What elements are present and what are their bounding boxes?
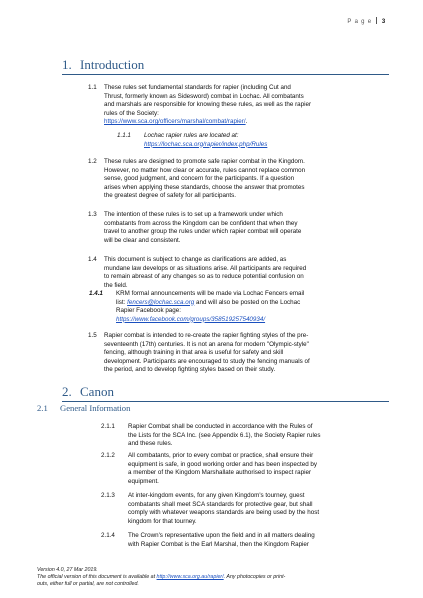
text-line: travel to another group the rules under which rapier combat will operate <box>104 228 302 235</box>
text-fragment: . Any photocopies or print- <box>223 574 286 580</box>
text-line: rules of the Society: <box>104 109 159 117</box>
paragraph-text <box>104 158 305 201</box>
text-line: kingdom for that tourney. <box>128 517 197 525</box>
facebook-group-link[interactable]: https://www.facebook.com/groups/358519257540934/ <box>116 315 266 323</box>
text-line: Rapier combat is intended to re-create the rapier fighting styles of the pre- <box>104 332 309 339</box>
text-line: development. Participants are encouraged to study the fencing manuals of <box>104 357 310 365</box>
text-line <box>116 299 304 308</box>
paragraph-number: 2.1.2 <box>101 452 115 459</box>
paragraph-text <box>116 290 304 324</box>
paragraph-text <box>128 532 315 549</box>
text-line: to remain abreast of any changes so as to reduce potential confusion on <box>104 273 304 280</box>
page-number-value: 3 <box>381 19 386 25</box>
lochac-rules-link[interactable]: https://lochac.sca.org/rapier/index.php/Rules <box>144 140 268 148</box>
text-line: All combatants, prior to every combat or practice, shall ensure their <box>128 452 314 459</box>
text-line: arises when applying these standards, choose the answer that promotes <box>104 183 305 191</box>
paragraph-text <box>104 332 310 375</box>
text-line: equipment is safe, in good working order and has been inspected by <box>128 460 318 468</box>
paragraph-text <box>128 452 317 486</box>
text-line: mundane law develops or as situations arise. All participants are required <box>104 264 307 272</box>
text-line: the field. <box>104 281 128 289</box>
paragraph-number: 1.1.1 <box>117 132 131 139</box>
text-fragment: The official version of this document is available at <box>37 574 157 580</box>
section-heading-rule <box>62 401 389 402</box>
section-title: Introduction <box>80 57 145 72</box>
text-line: comply with whatever weapons standards are being used by the host <box>128 509 320 516</box>
section-heading-introduction <box>62 57 144 73</box>
link-suffix: . <box>245 118 248 125</box>
paragraph-text <box>128 492 319 526</box>
page-label: P a g e <box>347 19 372 25</box>
page-number <box>347 17 386 25</box>
paragraph-number: 1.5 <box>88 332 97 339</box>
text-line: the greatest degree of safety for all participants. <box>104 192 237 199</box>
text-line: The Crown's representative upon the field and in all matters dealing <box>128 532 315 539</box>
text-line: the period, and to develop fighting styles based on their study. <box>104 366 276 373</box>
page-footer <box>37 567 285 588</box>
section-heading-rule <box>62 74 389 75</box>
paragraph-number: 1.4 <box>88 256 97 263</box>
subsection-heading-general-information <box>37 403 130 413</box>
paragraph-number: 1.1 <box>88 84 97 91</box>
paragraph-text <box>128 423 320 449</box>
text-line: combatants shall meet SCA standards for protective gear, but shall <box>128 500 313 508</box>
footer-line <box>37 574 285 581</box>
section-heading-canon <box>62 384 114 400</box>
paragraph-text <box>104 84 311 127</box>
text-fragment: and will also be posted on the Lochac <box>194 298 301 306</box>
text-line: Lochac rapier rules are located at: <box>144 132 239 139</box>
paragraph-number: 2.1.1 <box>101 423 115 430</box>
paragraph-number: 1.4.1 <box>89 290 103 297</box>
text-line: combatants from across the Kingdom can be confident that when they <box>104 219 298 227</box>
text-line: the Lists for the SCA Inc. (see Appendix 6.1), the Society Rapier rules <box>128 431 321 439</box>
text-line: Thrust, formerly known as Sidesword) combat in Lochac. All combatants <box>104 92 304 100</box>
subsection-number: 2.1 <box>37 403 48 413</box>
fencers-email-link[interactable]: fencers@lochac.sca.org <box>127 298 195 306</box>
text-line: This document is subject to change as clarifications are added, as <box>104 256 287 263</box>
paragraph-number: 2.1.3 <box>101 492 115 499</box>
text-line: These rules are designed to promote safe rapier combat in the Kingdom. <box>104 158 305 165</box>
text-line <box>104 118 311 127</box>
section-title: Canon <box>80 384 114 399</box>
text-line: a member of the Kingdom Marshallate authorised to inspect rapier <box>128 469 312 476</box>
text-line: KRM formal announcements will be made via Lochac Fencers email <box>116 290 305 297</box>
text-line: At inter-kingdom events, for any given Kingdom's tourney, guest <box>128 492 305 499</box>
page-number-divider <box>376 17 377 24</box>
text-line: with Rapier Combat is the Earl Marshal, then the Kingdom Rapier <box>128 540 309 548</box>
text-line: will be clear and consistent. <box>104 236 181 244</box>
text-line: fencing, although training in that area is useful for safety and skill <box>104 349 284 356</box>
paragraph-number: 1.2 <box>88 158 97 165</box>
paragraph-number: 2.1.4 <box>101 532 115 539</box>
section-number: 2. <box>62 384 72 399</box>
paragraph-text <box>104 256 306 290</box>
paragraph-text <box>104 211 301 245</box>
subsection-title: General Information <box>60 403 131 413</box>
text-line: The intention of these rules is to set up a framework under which <box>104 211 283 218</box>
text-line: and marshals are responsible for knowing these rules, as well as the rapier <box>104 101 312 108</box>
text-line: sense, good judgment, and concern for the participants. If a question <box>104 175 295 182</box>
text-fragment: list: <box>116 298 128 306</box>
footer-line: outs, either full or partial, are not controlled. <box>37 581 139 587</box>
text-line: These rules set fundamental standards for rapier (including Cut and <box>104 84 291 91</box>
text-line: seventeenth (17th) centuries. It is not an arena for modern "Olympic-style" <box>104 340 309 348</box>
text-line: equipment. <box>128 477 159 485</box>
text-line: Rapier Facebook page: <box>116 307 181 314</box>
official-version-link[interactable]: http://www.sca.org.au/rapier/ <box>156 574 224 580</box>
text-line: and these rules. <box>128 440 173 447</box>
section-number: 1. <box>62 57 72 72</box>
footer-version: Version 4.0, 27 Mar 2019. <box>37 567 98 573</box>
society-rapier-rules-link[interactable]: https://www.sca.org/officers/marshal/combat/rapier/ <box>104 118 246 125</box>
paragraph-number: 1.3 <box>88 211 97 218</box>
text-line: Rapier Combat shall be conducted in accordance with the Rules of <box>128 423 313 430</box>
text-line: However, no matter how clear or accurate, rules cannot replace common <box>104 166 306 174</box>
